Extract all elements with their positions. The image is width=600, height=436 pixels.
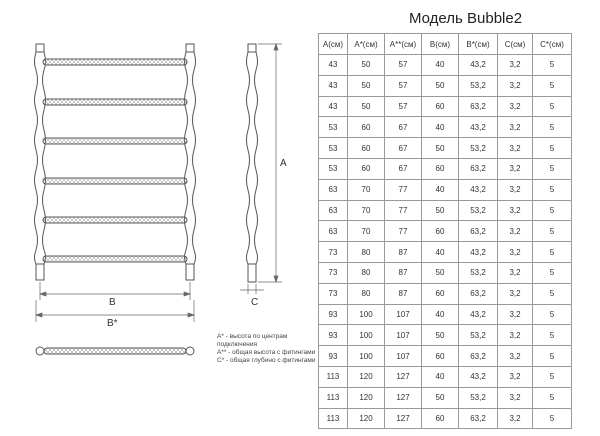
table-cell: 53,2 — [459, 387, 498, 408]
table-cell: 40 — [422, 304, 459, 325]
table-cell: 50 — [422, 200, 459, 221]
table-row — [319, 387, 572, 408]
table-cell: 3,2 — [498, 75, 533, 96]
table-cell: 67 — [385, 138, 422, 159]
specs-table — [318, 33, 572, 429]
table-cell: 120 — [348, 408, 385, 429]
table-cell: 63,2 — [459, 96, 498, 117]
table-row — [319, 96, 572, 117]
dimension-label-c: C — [251, 297, 259, 308]
table-cell: 50 — [422, 325, 459, 346]
table-cell: 3,2 — [498, 283, 533, 304]
table-cell: 53 — [319, 158, 348, 179]
note-c-star: C* - общая глубино с фитингами — [217, 357, 316, 364]
table-cell: 5 — [533, 262, 572, 283]
table-cell: 53,2 — [459, 262, 498, 283]
table-cell: 40 — [422, 117, 459, 138]
table-cell: 43,2 — [459, 179, 498, 200]
table-cell: 107 — [385, 304, 422, 325]
table-cell: 67 — [385, 158, 422, 179]
table-row — [319, 242, 572, 263]
top-view — [36, 347, 194, 355]
table-cell: 5 — [533, 221, 572, 242]
table-cell: 120 — [348, 366, 385, 387]
table-cell: 5 — [533, 96, 572, 117]
table-cell: 5 — [533, 138, 572, 159]
table-cell: 63,2 — [459, 221, 498, 242]
table-cell: 50 — [422, 75, 459, 96]
table-cell: 63 — [319, 179, 348, 200]
table-cell: 63 — [319, 221, 348, 242]
table-cell: 107 — [385, 325, 422, 346]
table-cell: 40 — [422, 242, 459, 263]
table-cell: 5 — [533, 158, 572, 179]
table-cell: 53,2 — [459, 138, 498, 159]
table-cell: 5 — [533, 408, 572, 429]
table-cell: 43,2 — [459, 304, 498, 325]
table-cell: 70 — [348, 200, 385, 221]
table-row — [319, 408, 572, 429]
table-cell: 5 — [533, 366, 572, 387]
col-a-2star: A**(см) — [385, 34, 422, 55]
table-cell: 80 — [348, 262, 385, 283]
table-cell: 113 — [319, 366, 348, 387]
table-cell: 60 — [422, 408, 459, 429]
col-b-star: B*(см) — [459, 34, 498, 55]
table-cell: 80 — [348, 242, 385, 263]
note-a-star: A* - высота по центрам подключения — [217, 333, 288, 348]
rungs — [43, 59, 187, 262]
table-cell: 3,2 — [498, 200, 533, 221]
table-cell: 87 — [385, 262, 422, 283]
table-cell: 87 — [385, 242, 422, 263]
table-cell: 60 — [422, 96, 459, 117]
table-cell: 5 — [533, 387, 572, 408]
table-cell: 87 — [385, 283, 422, 304]
table-cell: 43,2 — [459, 366, 498, 387]
col-a-star: A*(см) — [348, 34, 385, 55]
table-cell: 5 — [533, 325, 572, 346]
table-cell: 60 — [422, 221, 459, 242]
table-cell: 53,2 — [459, 200, 498, 221]
table-cell: 50 — [422, 262, 459, 283]
table-cell: 77 — [385, 179, 422, 200]
table-cell: 93 — [319, 304, 348, 325]
table-cell: 100 — [348, 304, 385, 325]
table-cell: 5 — [533, 242, 572, 263]
table-cell: 60 — [422, 283, 459, 304]
side-view — [247, 44, 258, 282]
table-cell: 73 — [319, 262, 348, 283]
table-row — [319, 346, 572, 367]
table-cell: 70 — [348, 179, 385, 200]
table-cell: 77 — [385, 221, 422, 242]
table-cell: 53,2 — [459, 325, 498, 346]
table-cell: 3,2 — [498, 325, 533, 346]
table-cell: 5 — [533, 55, 572, 76]
table-row — [319, 262, 572, 283]
table-cell: 53 — [319, 117, 348, 138]
table-cell: 3,2 — [498, 242, 533, 263]
table-cell: 63,2 — [459, 346, 498, 367]
note-a-2star: A** - общая высота с фитингами — [217, 349, 316, 356]
table-cell: 3,2 — [498, 304, 533, 325]
table-cell: 63,2 — [459, 408, 498, 429]
table-cell: 3,2 — [498, 221, 533, 242]
table-cell: 80 — [348, 283, 385, 304]
table-cell: 100 — [348, 346, 385, 367]
table-cell: 3,2 — [498, 387, 533, 408]
table-cell: 73 — [319, 283, 348, 304]
table-cell: 5 — [533, 117, 572, 138]
table-cell: 3,2 — [498, 96, 533, 117]
table-body — [319, 55, 572, 429]
table-cell: 43 — [319, 75, 348, 96]
table-cell: 3,2 — [498, 366, 533, 387]
table-row — [319, 55, 572, 76]
table-row — [319, 283, 572, 304]
table-cell: 3,2 — [498, 408, 533, 429]
table-cell: 3,2 — [498, 55, 533, 76]
table-cell: 50 — [348, 55, 385, 76]
table-cell: 57 — [385, 96, 422, 117]
table-cell: 127 — [385, 366, 422, 387]
table-cell: 43 — [319, 55, 348, 76]
table-row — [319, 366, 572, 387]
table-cell: 43,2 — [459, 117, 498, 138]
table-cell: 40 — [422, 179, 459, 200]
dimension-label-b: B — [109, 297, 116, 308]
table-cell: 60 — [422, 346, 459, 367]
table-cell: 40 — [422, 366, 459, 387]
table-cell: 5 — [533, 346, 572, 367]
table-header-row — [319, 34, 572, 55]
table-cell: 60 — [348, 158, 385, 179]
table-cell: 93 — [319, 325, 348, 346]
page-title: Модель Bubble2 — [409, 10, 523, 27]
front-view — [35, 44, 196, 280]
table-cell: 43 — [319, 96, 348, 117]
table-cell: 43,2 — [459, 242, 498, 263]
table-row — [319, 221, 572, 242]
table-cell: 5 — [533, 75, 572, 96]
table-cell: 113 — [319, 387, 348, 408]
table-cell: 60 — [422, 158, 459, 179]
table-cell: 3,2 — [498, 179, 533, 200]
table-row — [319, 158, 572, 179]
table-cell: 127 — [385, 387, 422, 408]
table-row — [319, 117, 572, 138]
dimension-label-b-star: B* — [107, 318, 118, 329]
table-cell: 120 — [348, 387, 385, 408]
table-cell: 40 — [422, 55, 459, 76]
table-cell: 73 — [319, 242, 348, 263]
table-row — [319, 138, 572, 159]
table-cell: 5 — [533, 200, 572, 221]
table-cell: 113 — [319, 408, 348, 429]
table-row — [319, 75, 572, 96]
table-cell: 53 — [319, 138, 348, 159]
col-a: A(см) — [319, 34, 348, 55]
table-cell: 63 — [319, 200, 348, 221]
table-cell: 50 — [348, 75, 385, 96]
table-cell: 53,2 — [459, 75, 498, 96]
table-cell: 3,2 — [498, 158, 533, 179]
table-cell: 5 — [533, 283, 572, 304]
table-cell: 57 — [385, 55, 422, 76]
table-cell: 3,2 — [498, 346, 533, 367]
table-row — [319, 304, 572, 325]
table-cell: 3,2 — [498, 138, 533, 159]
table-cell: 43,2 — [459, 55, 498, 76]
table-cell: 50 — [422, 138, 459, 159]
table-cell: 107 — [385, 346, 422, 367]
table-row — [319, 200, 572, 221]
table-row — [319, 325, 572, 346]
table-cell: 63,2 — [459, 283, 498, 304]
table-cell: 5 — [533, 179, 572, 200]
notes — [217, 333, 317, 365]
table-cell: 67 — [385, 117, 422, 138]
col-c-star: C*(см) — [533, 34, 572, 55]
table-cell: 63,2 — [459, 158, 498, 179]
table-cell: 57 — [385, 75, 422, 96]
table-cell: 70 — [348, 221, 385, 242]
table-cell: 3,2 — [498, 262, 533, 283]
table-cell: 77 — [385, 200, 422, 221]
table-cell: 50 — [422, 387, 459, 408]
table-cell: 50 — [348, 96, 385, 117]
col-c: C(см) — [498, 34, 533, 55]
col-b: B(см) — [422, 34, 459, 55]
dimension-label-a: A — [280, 158, 287, 169]
table-cell: 3,2 — [498, 117, 533, 138]
table-cell: 60 — [348, 138, 385, 159]
table-cell: 127 — [385, 408, 422, 429]
table-cell: 60 — [348, 117, 385, 138]
table-cell: 93 — [319, 346, 348, 367]
table-cell: 5 — [533, 304, 572, 325]
table-cell: 100 — [348, 325, 385, 346]
table-row — [319, 179, 572, 200]
